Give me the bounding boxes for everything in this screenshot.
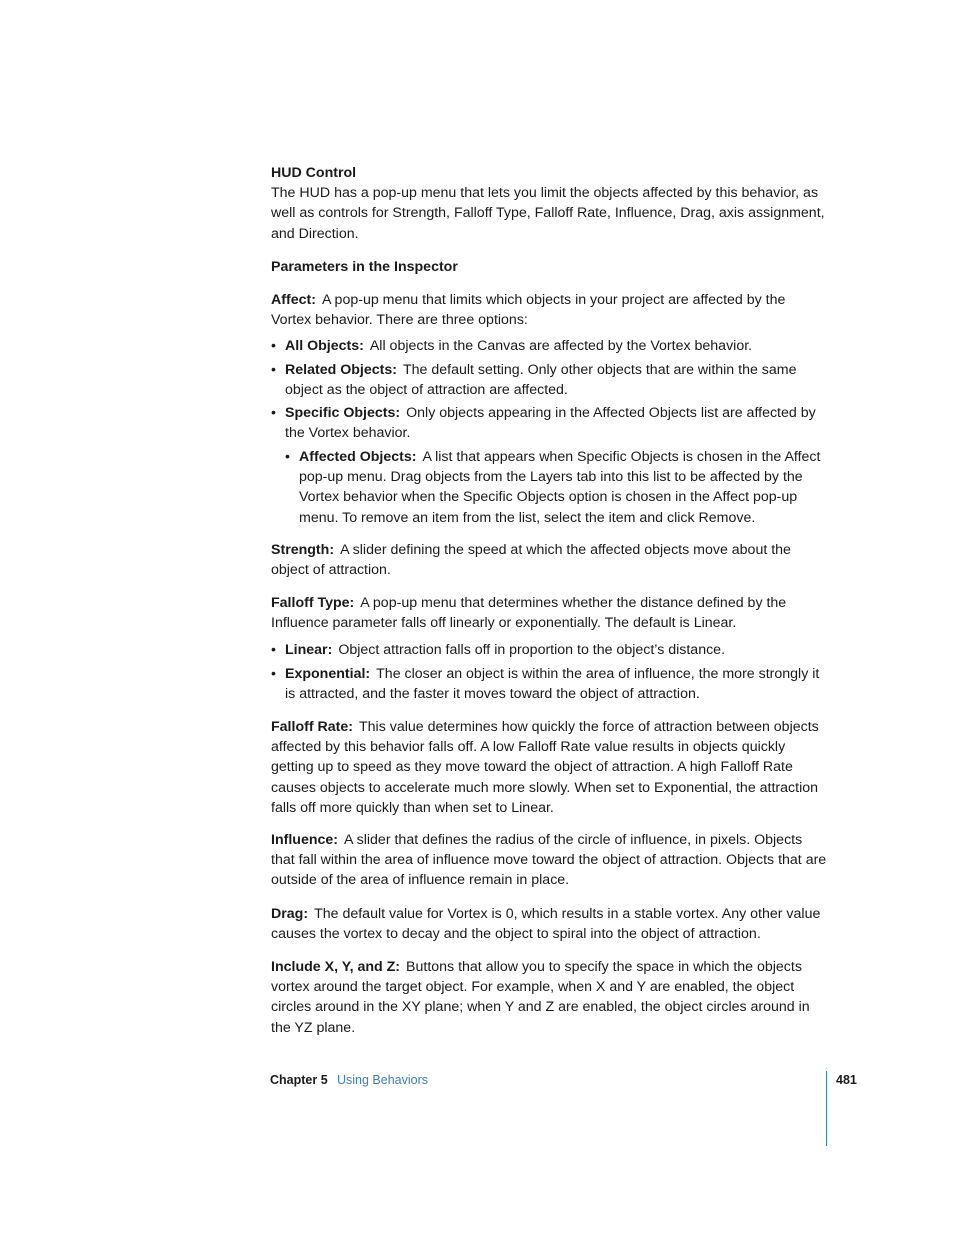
include-param bbox=[271, 957, 827, 1038]
option-text: Only objects appearing in the Affected Objects list are affected by the Vortex behavior. bbox=[285, 405, 816, 442]
option-text: The default setting. Only other objects that are within the same object as the object of attraction are affected. bbox=[285, 362, 797, 399]
list-item bbox=[271, 360, 827, 400]
drag-term: Drag: bbox=[271, 906, 309, 922]
bullet-icon: • bbox=[285, 449, 290, 465]
option-text: Object attraction falls off in proportion to the object’s distance. bbox=[338, 642, 726, 658]
falloff-type-term: Falloff Type: bbox=[271, 595, 355, 611]
bullet-icon: • bbox=[271, 666, 276, 682]
affect-text: A pop-up menu that limits which objects in your project are affected by the Vortex behavior. There are three options: bbox=[271, 292, 786, 329]
list-item bbox=[271, 640, 827, 660]
influence-param bbox=[271, 830, 827, 891]
bullet-icon: • bbox=[271, 642, 276, 658]
footer-chapter: Chapter 5 bbox=[270, 1073, 328, 1087]
affect-term: Affect: bbox=[271, 292, 316, 308]
option-term: Affected Objects: bbox=[299, 449, 417, 465]
list-item bbox=[271, 336, 827, 356]
influence-term: Influence: bbox=[271, 832, 339, 848]
page-number: 481 bbox=[836, 1073, 857, 1087]
option-term: All Objects: bbox=[285, 338, 364, 354]
include-term: Include X, Y, and Z: bbox=[271, 959, 401, 975]
option-term: Exponential: bbox=[285, 666, 371, 682]
drag-param bbox=[271, 904, 827, 944]
hud-heading: HUD Control bbox=[271, 165, 357, 181]
inspector-heading bbox=[271, 257, 827, 277]
option-term: Linear: bbox=[285, 642, 333, 658]
option-text: The closer an object is within the area of influence, the more strongly it is attracted, and the faster it moves toward the object of attraction. bbox=[285, 666, 820, 703]
option-term: Specific Objects: bbox=[285, 405, 401, 421]
falloff-type-text: A pop-up menu that determines whether the distance defined by the Influence parameter falls off linearly or exponentially. The default is Linear. bbox=[271, 595, 787, 632]
footer-chapter-title: Using Behaviors bbox=[337, 1073, 429, 1087]
influence-text: A slider that defines the radius of the circle of influence, in pixels. Objects that fall within the area of influence move toward the object of attraction. Objects that are outside of the area of influence remain in place. bbox=[271, 832, 827, 889]
list-item bbox=[271, 664, 827, 704]
strength-param bbox=[271, 540, 827, 580]
falloff-rate-term: Falloff Rate: bbox=[271, 719, 353, 735]
sub-list-item bbox=[285, 447, 827, 528]
include-text: Buttons that allow you to specify the space in which the objects vortex around the target object. For example, when X and Y are enabled, the object circles around in the XY plane; when Y and Z are enabled, the object circles around in the YZ plane. bbox=[271, 959, 810, 1036]
hud-section bbox=[271, 163, 827, 244]
bullet-icon: • bbox=[271, 405, 276, 421]
footer-divider bbox=[826, 1071, 827, 1146]
option-text: A list that appears when Specific Objects is chosen in the Affect pop-up menu. Drag objects from the Layers tab into this list to be affected by the Vortex behavior when the Specific Objects option is chosen in the Affect pop-up menu. To remove an item from the list, select the item and click Remove. bbox=[299, 449, 821, 526]
list-item bbox=[271, 403, 827, 443]
falloff-type-param bbox=[271, 593, 827, 633]
drag-text: The default value for Vortex is 0, which results in a stable vortex. Any other value causes the vortex to decay and the object to spiral into the object of attraction. bbox=[271, 906, 821, 943]
bullet-icon: • bbox=[271, 338, 276, 354]
option-term: Related Objects: bbox=[285, 362, 397, 378]
falloff-rate-param bbox=[271, 717, 827, 818]
strength-text: A slider defining the speed at which the affected objects move about the object of attraction. bbox=[271, 542, 791, 579]
inspector-heading-text: Parameters in the Inspector bbox=[271, 259, 458, 275]
bullet-icon: • bbox=[271, 362, 276, 378]
affect-param bbox=[271, 290, 827, 330]
hud-body: The HUD has a pop-up menu that lets you limit the objects affected by this behavior, as well as controls for Strength, Falloff Type, Falloff Rate, Influence, Drag, axis assignment, and Direction. bbox=[271, 185, 825, 242]
falloff-rate-text: This value determines how quickly the force of attraction between objects affected by this behavior falls off. A low Falloff Rate value results in objects quickly getting up to speed as they move toward the object of attraction. A high Falloff Rate causes objects to accelerate much more slowly. When set to Exponential, the attraction falls off more quickly than when set to Linear. bbox=[271, 719, 819, 816]
option-text: All objects in the Canvas are affected by the Vortex behavior. bbox=[369, 338, 753, 354]
strength-term: Strength: bbox=[271, 542, 335, 558]
